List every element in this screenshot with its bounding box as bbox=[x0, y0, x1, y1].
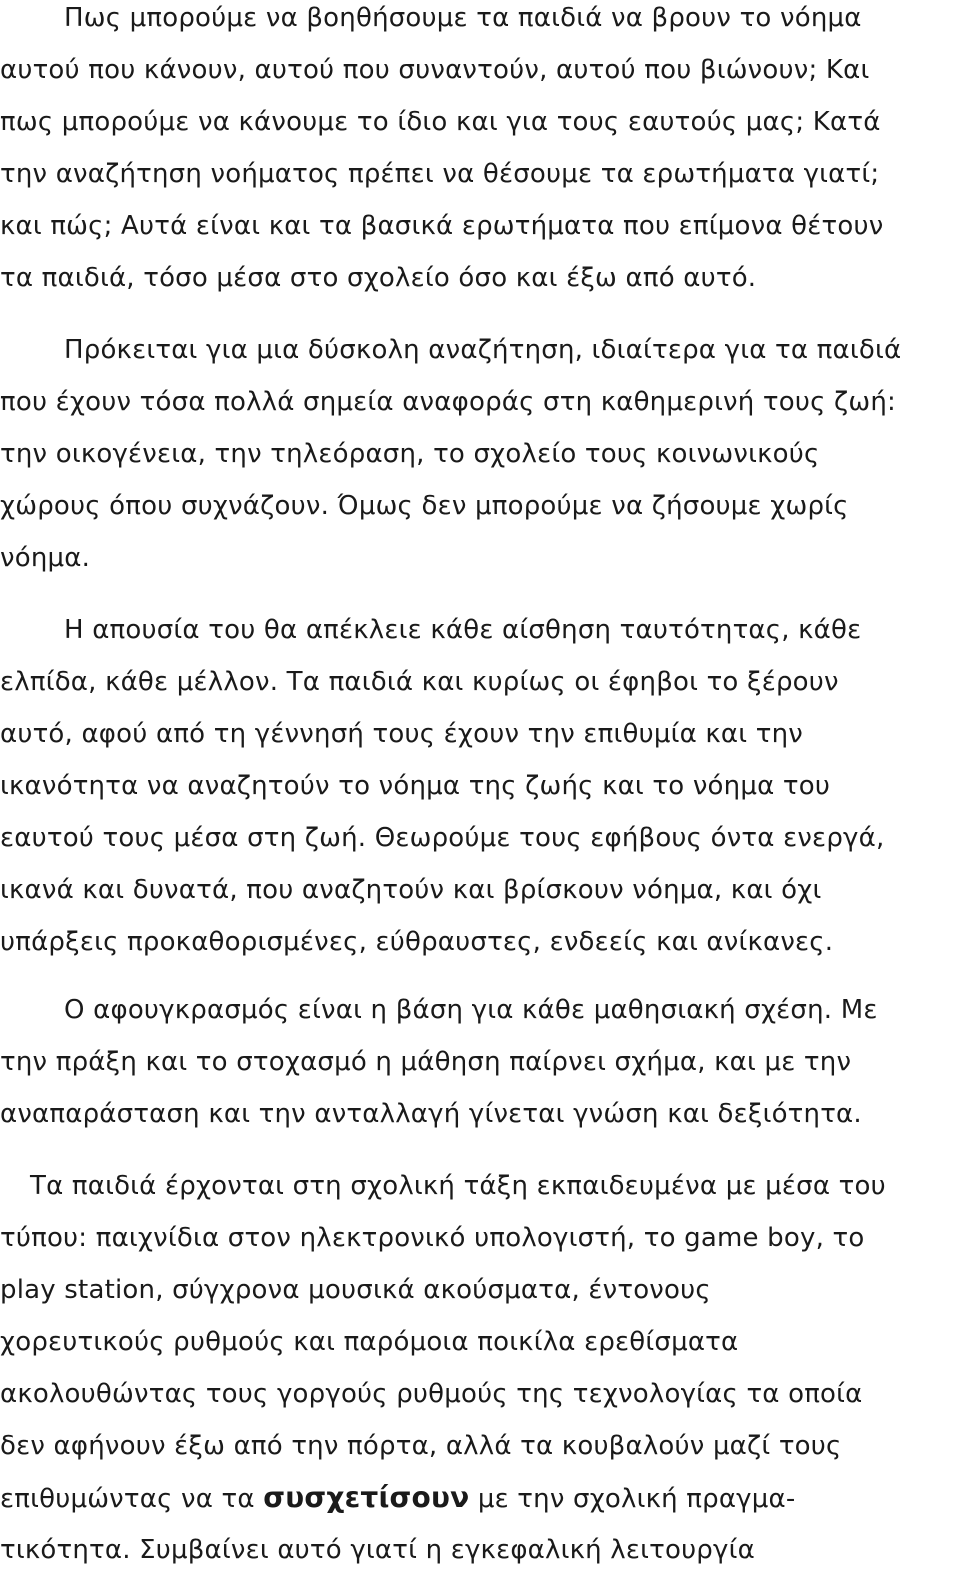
p1-line-2: αυτού που κάνουν, αυτού που συναντούν, αυτού που βιώνουν; Και bbox=[0, 55, 870, 85]
p2-line-5: νόημα. bbox=[0, 543, 91, 573]
p1-line-4: την αναζήτηση νοήματος πρέπει να θέσουμε τα ερωτήματα γιατί; bbox=[0, 159, 880, 189]
p5-line-7-after: με την σχολική πραγμα- bbox=[477, 1484, 796, 1514]
p2-line-3: την οικογένεια, την τηλεόραση, το σχολείο τους κοινωνικούς bbox=[0, 439, 820, 469]
p3-line-2: ελπίδα, κάθε μέλλον. Τα παιδιά και κυρίως οι έφηβοι το ξέρουν bbox=[0, 667, 839, 697]
p1-line-3: πως μπορούμε να κάνουμε το ίδιο και για τους εαυτούς μας; Κατά bbox=[0, 107, 881, 137]
p3-line-3: αυτό, αφού από τη γέννησή τους έχουν την επιθυμία και την bbox=[0, 719, 803, 749]
p1-line-1: Πως μπορούμε να βοηθήσουμε τα παιδιά να βρουν το νόημα bbox=[64, 3, 862, 33]
p5-line-2: τύπου: παιχνίδια στον ηλεκτρονικό υπολογιστή, το game boy, το bbox=[0, 1223, 865, 1253]
p3-line-4: ικανότητα να αναζητούν το νόημα της ζωής και το νόημα του bbox=[0, 771, 831, 801]
p3-line-7: υπάρξεις προκαθορισμένες, εύθραυστες, ενδεείς και ανίκανες. bbox=[0, 927, 834, 957]
p5-line-6: δεν αφήνουν έξω από την πόρτα, αλλά τα κουβαλούν μαζί τους bbox=[0, 1431, 842, 1461]
p2-line-1: Πρόκειται για μια δύσκολη αναζήτηση, ιδιαίτερα για τα παιδιά bbox=[64, 335, 902, 365]
emphasized-word: συσχετίσουν bbox=[263, 1481, 470, 1514]
p3-line-5: εαυτού τους μέσα στη ζωή. Θεωρούμε τους εφήβους όντα ενεργά, bbox=[0, 823, 885, 853]
p5-line-8: τικότητα. Συμβαίνει αυτό γιατί η εγκεφαλική λειτουργία bbox=[0, 1535, 755, 1565]
p2-line-2: που έχουν τόσα πολλά σημεία αναφοράς στη καθημερινή τους ζωή: bbox=[0, 387, 897, 417]
p5-line-7-before: επιθυμώντας να τα bbox=[0, 1484, 255, 1514]
p4-line-3: αναπαράσταση και την ανταλλαγή γίνεται γνώση και δεξιότητα. bbox=[0, 1099, 862, 1129]
p1-line-6: τα παιδιά, τόσο μέσα στο σχολείο όσο και έξω από αυτό. bbox=[0, 263, 757, 293]
p5-line-7 bbox=[0, 1472, 948, 1524]
p1-line-5: και πώς; Αυτά είναι και τα βασικά ερωτήματα που επίμονα θέτουν bbox=[0, 211, 884, 241]
p2-line-4: χώρους όπου συχνάζουν. Όμως δεν μπορούμε να ζήσουμε χωρίς bbox=[0, 491, 849, 521]
p4-line-1: Ο αφουγκρασμός είναι η βάση για κάθε μαθησιακή σχέση. Με bbox=[64, 995, 878, 1025]
p3-line-6: ικανά και δυνατά, που αναζητούν και βρίσκουν νόημα, και όχι bbox=[0, 875, 822, 905]
p4-line-2: την πράξη και το στοχασμό η μάθηση παίρνει σχήμα, και με την bbox=[0, 1047, 852, 1077]
p5-line-4: χορευτικούς ρυθμούς και παρόμοια ποικίλα ερεθίσματα bbox=[0, 1327, 739, 1357]
p5-line-5: ακολουθώντας τους γοργούς ρυθμούς της τεχνολογίας τα οποία bbox=[0, 1379, 863, 1409]
p5-line-3: play station, σύγχρονα μουσικά ακούσματα, έντονους bbox=[0, 1275, 711, 1305]
p3-line-1: Η απουσία του θα απέκλειε κάθε αίσθηση ταυτότητας, κάθε bbox=[64, 615, 862, 645]
p5-line-1: Τα παιδιά έρχονται στη σχολική τάξη εκπαιδευμένα με μέσα του bbox=[30, 1171, 886, 1201]
